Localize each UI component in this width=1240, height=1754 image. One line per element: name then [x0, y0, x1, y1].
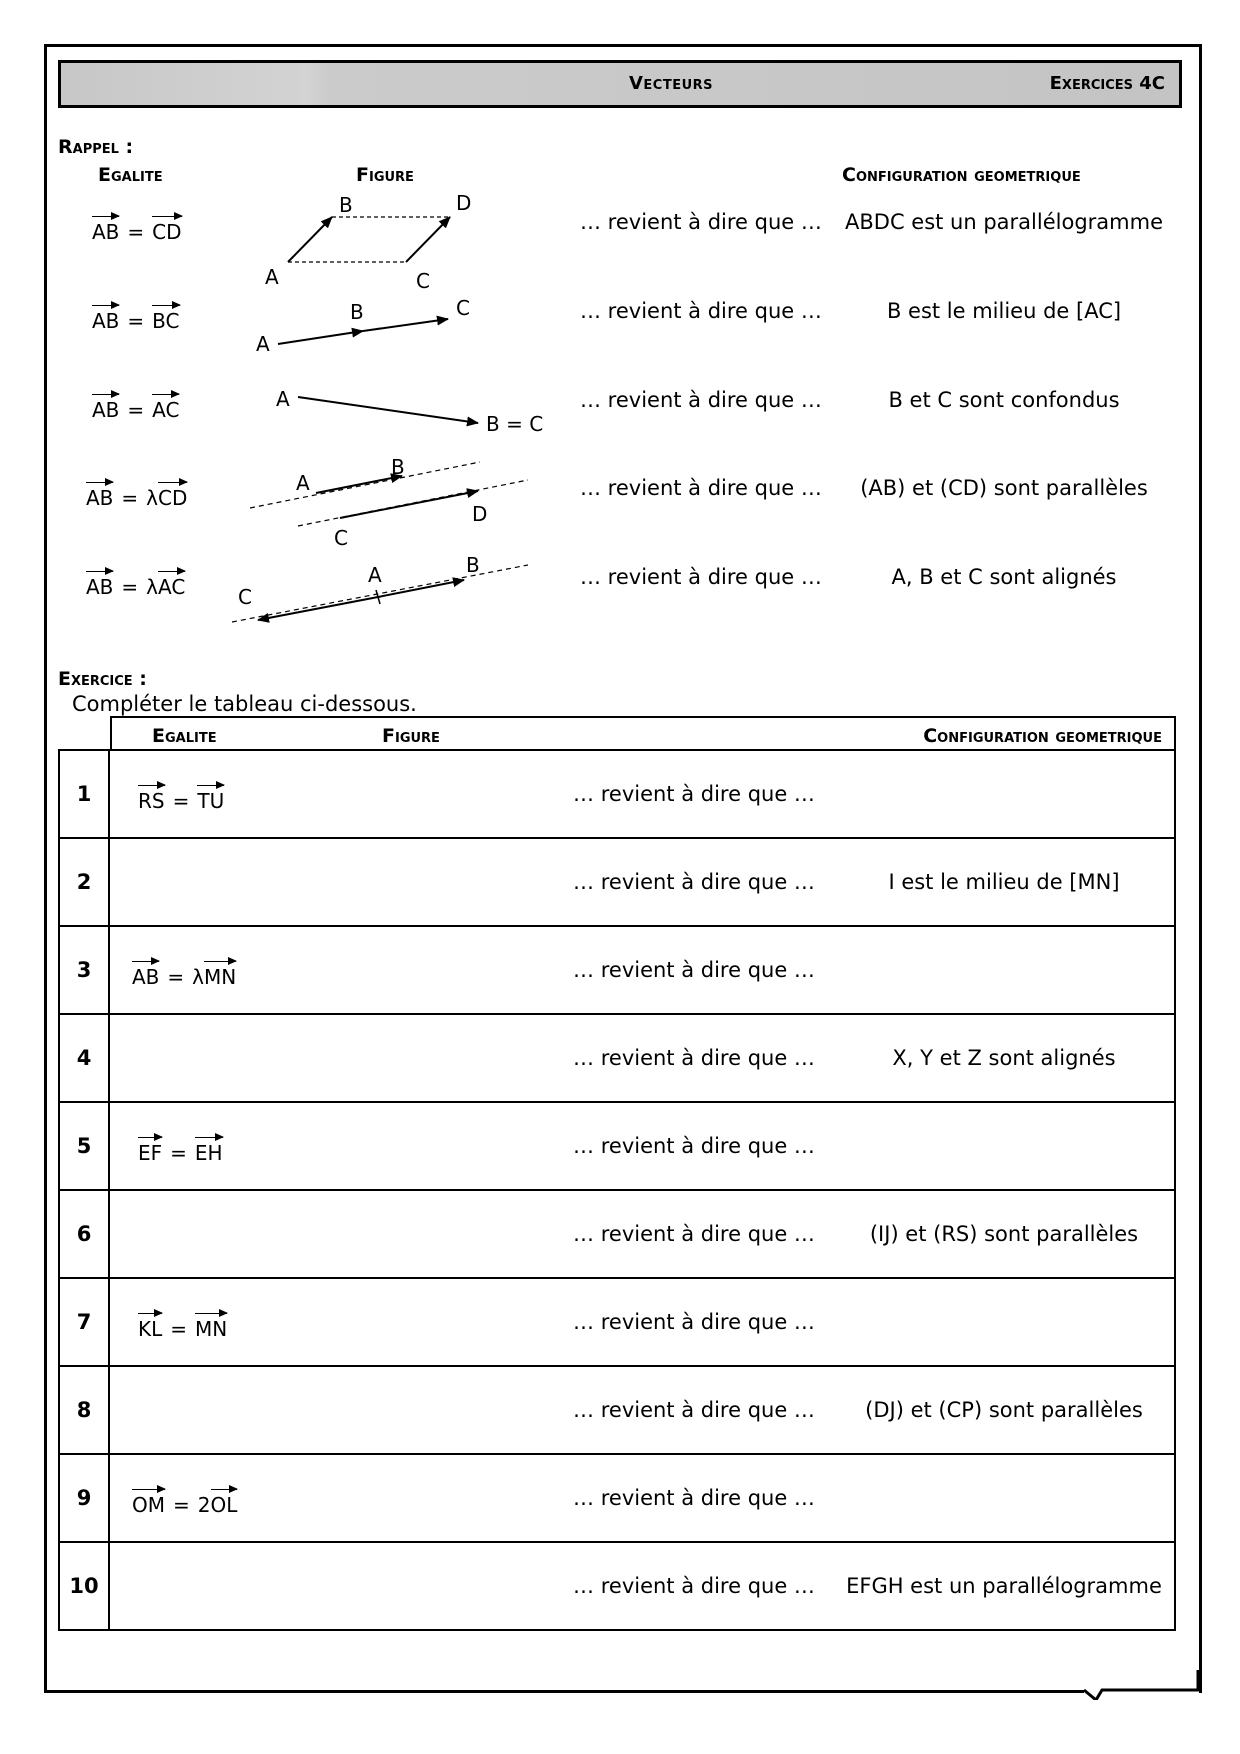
egalite-figure-cell[interactable] [109, 1014, 554, 1102]
row-connector: … revient à dire que … [554, 1542, 834, 1630]
figure-coincident [276, 387, 543, 436]
exercise-equality [132, 961, 236, 989]
figure-parallel [250, 455, 528, 550]
rappel-col-egalite: Egalite [98, 164, 163, 186]
vector-ab-arrow [298, 397, 478, 423]
table-row [59, 1102, 1175, 1190]
vector-right: EH [195, 1137, 223, 1165]
rappel-config: (AB) et (CD) sont parallèles [860, 476, 1148, 500]
config-cell[interactable] [834, 1102, 1175, 1190]
row-number: 5 [59, 1102, 109, 1190]
table-row [59, 1542, 1175, 1630]
rappel-connector: … revient à dire que … [580, 210, 822, 234]
point-label: C [238, 585, 252, 609]
row-connector: … revient à dire que … [554, 926, 834, 1014]
row-number: 7 [59, 1278, 109, 1366]
rappel-connector: … revient à dire que … [580, 299, 822, 323]
exercice-table [58, 749, 1176, 1631]
equals-sign: = [167, 965, 185, 989]
row-connector: … revient à dire que … [554, 750, 834, 838]
vector-right: CD [158, 482, 187, 510]
row-number: 8 [59, 1366, 109, 1454]
point-label: D [472, 502, 488, 526]
table-row [59, 838, 1175, 926]
config-cell[interactable]: X, Y et Z sont alignés [834, 1014, 1175, 1102]
rappel-connector: … revient à dire que … [580, 388, 822, 412]
vector-ab-arrow [316, 476, 402, 493]
row-connector: … revient à dire que … [554, 1366, 834, 1454]
config-cell[interactable] [834, 926, 1175, 1014]
vector-right: BC [152, 305, 179, 333]
vector-cd-arrow [406, 217, 450, 262]
egalite-figure-cell[interactable] [109, 1102, 554, 1190]
row-number: 2 [59, 838, 109, 926]
header-exercise: Exercices 4C [1049, 73, 1165, 94]
config-cell[interactable]: (IJ) et (RS) sont parallèles [834, 1190, 1175, 1278]
row-connector: … revient à dire que … [554, 1278, 834, 1366]
table-row [59, 1190, 1175, 1278]
equals-sign: = [121, 486, 139, 510]
egalite-figure-cell[interactable] [109, 1454, 554, 1542]
egalite-figure-cell[interactable] [109, 1278, 554, 1366]
vector-left: AB [132, 961, 159, 989]
egalite-figure-cell[interactable] [109, 926, 554, 1014]
vector-left: AB [92, 216, 119, 244]
point-label: A [368, 563, 382, 587]
page-frame-bottom [44, 1690, 1084, 1693]
table-row [59, 1014, 1175, 1102]
table-row [59, 750, 1175, 838]
row-connector: … revient à dire que … [554, 1102, 834, 1190]
egalite-figure-cell[interactable] [109, 838, 554, 926]
equals-sign: = [173, 1493, 190, 1517]
rappel-config: ABDC est un parallélogramme [845, 210, 1163, 234]
vector-ab-arrow [378, 580, 464, 597]
vector-right: OL [211, 1489, 238, 1517]
point-label: A [256, 332, 270, 356]
row-number: 4 [59, 1014, 109, 1102]
vector-left: EF [138, 1137, 162, 1165]
vector-right: MN [195, 1313, 227, 1341]
egalite-figure-cell[interactable] [109, 1366, 554, 1454]
exercise-equality [138, 785, 224, 813]
point-label: B [339, 193, 353, 217]
figure-parallelogram [265, 191, 471, 293]
coefficient: 2 [197, 1493, 211, 1517]
row-number: 9 [59, 1454, 109, 1542]
point-label: B [466, 553, 480, 577]
point-label: C [416, 269, 430, 293]
rappel-connector: … revient à dire que … [580, 476, 822, 500]
row-number: 1 [59, 750, 109, 838]
vector-right: AC [158, 571, 185, 599]
vector-ac-arrow [258, 597, 378, 620]
equals-sign: = [170, 1317, 188, 1341]
point-label: A [265, 265, 279, 289]
vector-ab-arrow [288, 217, 332, 262]
rappel-heading: Rappel : [58, 136, 134, 158]
coefficient: λ [146, 575, 159, 599]
exercise-equality [138, 1137, 223, 1165]
vector-left: RS [138, 785, 165, 813]
config-cell[interactable]: I est le milieu de [MN] [834, 838, 1175, 926]
coefficient: λ [192, 965, 205, 989]
rappel-col-config: Configuration geometrique [842, 164, 1081, 186]
row-number: 10 [59, 1542, 109, 1630]
vector-right: MN [204, 961, 236, 989]
point-label: B [350, 300, 364, 324]
equals-sign: = [170, 1141, 187, 1165]
corner-mark-icon [1070, 1670, 1200, 1700]
vector-left: AB [86, 571, 113, 599]
exercice-instruction: Compléter le tableau ci-dessous. [72, 692, 417, 716]
vector-left: OM [132, 1489, 165, 1517]
vector-left: AB [92, 394, 119, 422]
point-label: C [334, 526, 348, 550]
dashed-line [250, 462, 480, 508]
figure-aligned [232, 553, 528, 622]
egalite-figure-cell[interactable] [109, 1542, 554, 1630]
config-cell[interactable] [834, 1454, 1175, 1542]
vector-right: TU [197, 785, 224, 813]
row-connector: … revient à dire que … [554, 1190, 834, 1278]
config-cell[interactable]: (DJ) et (CP) sont parallèles [834, 1366, 1175, 1454]
row-number: 6 [59, 1190, 109, 1278]
vector-left: KL [138, 1313, 162, 1341]
config-cell[interactable]: EFGH est un parallélogramme [834, 1542, 1175, 1630]
equals-sign: = [172, 789, 190, 813]
equals-sign: = [127, 309, 145, 333]
point-label: A [276, 387, 290, 411]
vector-ab-arrow [278, 331, 363, 344]
rappel-connector: … revient à dire que … [580, 565, 822, 589]
point-label: C [456, 296, 470, 320]
table-row [59, 1366, 1175, 1454]
exercise-equality [138, 1313, 227, 1341]
point-label: D [456, 191, 472, 215]
vector-left: AB [86, 482, 113, 510]
egalite-figure-cell[interactable] [109, 750, 554, 838]
row-number: 3 [59, 926, 109, 1014]
equals-sign: = [127, 220, 145, 244]
vector-bc-arrow [363, 319, 448, 331]
equals-sign: = [121, 575, 139, 599]
rappel-col-figure: Figure [356, 164, 414, 186]
exercice-col-figure: Figure [382, 725, 440, 747]
vector-right: CD [152, 216, 181, 244]
vector-cd-arrow [340, 491, 478, 518]
vector-left: AB [92, 305, 119, 333]
equals-sign: = [127, 398, 145, 422]
exercice-heading: Exercice : [58, 668, 147, 690]
config-cell[interactable] [834, 1278, 1175, 1366]
rappel-config: B est le milieu de [AC] [886, 299, 1122, 323]
vector-right: AC [152, 394, 179, 422]
table-row [59, 1454, 1175, 1542]
row-connector: … revient à dire que … [554, 1454, 834, 1542]
exercise-equality [132, 1489, 237, 1517]
point-label: B [391, 455, 405, 479]
row-connector: … revient à dire que … [554, 1014, 834, 1102]
rappel-config: B et C sont confondus [888, 388, 1120, 412]
exercice-col-egalite: Egalite [152, 725, 217, 747]
row-connector: … revient à dire que … [554, 838, 834, 926]
exercice-table-header [110, 716, 1176, 751]
point-label: B = C [486, 412, 544, 436]
header-title: Vecteurs [629, 73, 714, 94]
point-label: A [296, 471, 310, 495]
table-row [59, 1278, 1175, 1366]
coefficient: λ [146, 486, 159, 510]
config-cell[interactable] [834, 750, 1175, 838]
table-row [59, 926, 1175, 1014]
rappel-figures [0, 0, 1240, 700]
rappel-config: A, B et C sont alignés [891, 565, 1117, 589]
egalite-figure-cell[interactable] [109, 1190, 554, 1278]
figure-midpoint [256, 296, 470, 356]
exercice-col-config: Configuration geometrique [923, 725, 1162, 747]
